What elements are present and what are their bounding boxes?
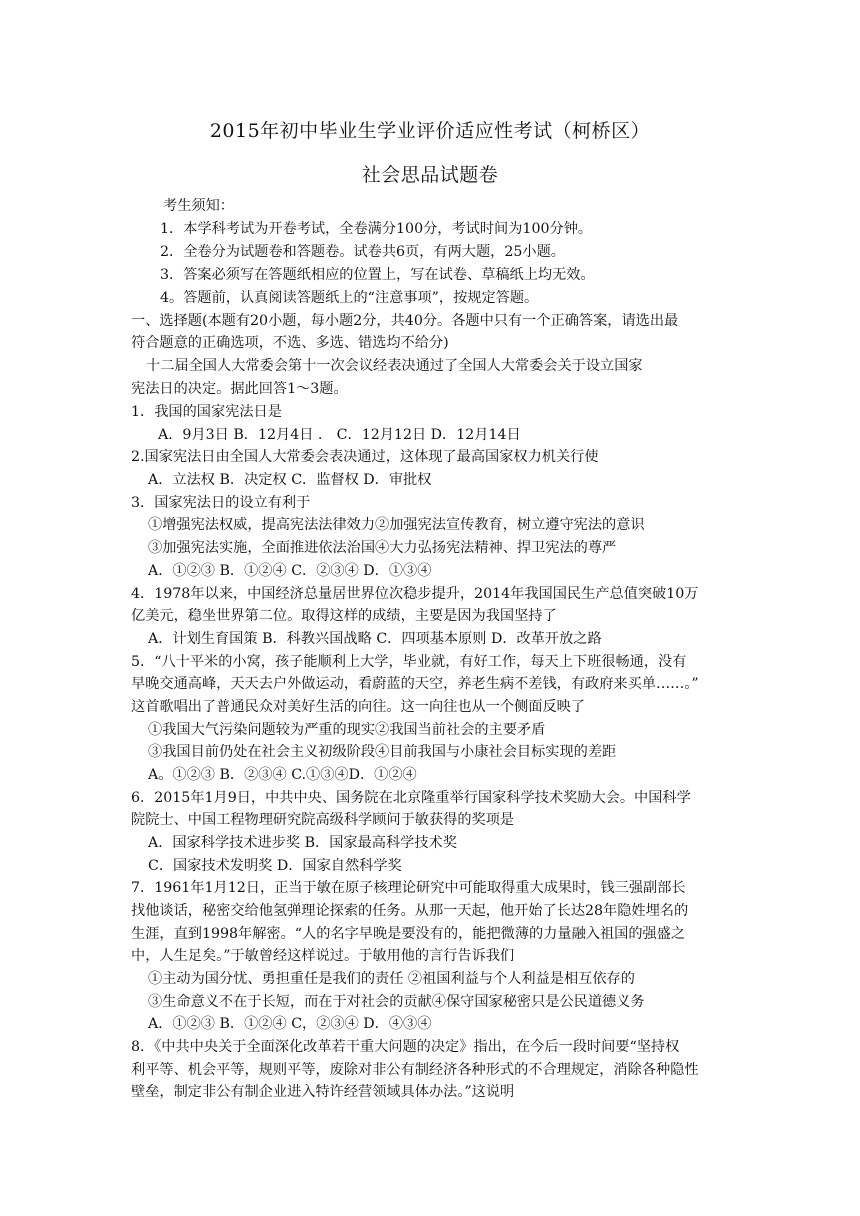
- question-stem: 早晚交通高峰，天天去户外做运动，看蔚蓝的天空，养老生病不差钱，有政府来买单……。”: [131, 676, 699, 692]
- question-options: A．①②③ B．①②④ C．②③④ D．①③④: [148, 563, 432, 579]
- question-stem: 找他谈话，秘密交给他氢弹理论探索的任务。从那一天起，他开始了长达28年隐姓埋名的: [131, 903, 689, 919]
- question-options: A。①②③ B．②③④ C.①③④D．①②④: [148, 767, 417, 783]
- question-stem: 院院士、中国工程物理研究院高级科学顾问于敏获得的奖项是: [131, 812, 515, 828]
- question-options: A．9月3日 B．12月4日 ． C．12月12日 D．12月14日: [158, 427, 521, 443]
- question-stem: 亿美元，稳坐世界第二位。取得这样的成绩，主要是因为我国坚持了: [131, 608, 557, 624]
- question-stem: 6．2015年1月9日，中共中央、国务院在北京隆重举行国家科学技术奖励大会。中国科学: [131, 790, 691, 806]
- question-options: A．①②③ B．①②④ C，②③④ D．④③④: [148, 1016, 432, 1032]
- notice-item: 3．答案必须写在答题纸相应的位置上，写在试卷、草稿纸上均无效。: [160, 267, 595, 283]
- material-text: 宪法日的决定。据此回答1～3题。: [131, 381, 348, 397]
- question-statement: ③生命意义不在于长短，而在于对社会的贡献④保守国家秘密只是公民道德义务: [148, 994, 645, 1010]
- question-options: C．国家技术发明奖 D．国家自然科学奖: [148, 858, 402, 874]
- question-stem: 这首歌唱出了普通民众对美好生活的向往。这一向往也从一个侧面反映了: [131, 699, 586, 715]
- question-stem: 1．我国的国家宪法日是: [131, 404, 282, 420]
- question-stem: 生涯，直到1998年解密。“人的名字早晚是要没有的，能把微薄的力量融入祖国的强盛之: [131, 926, 686, 942]
- question-statement: ③我国目前仍处在社会主义初级阶段④目前我国与小康社会目标实现的差距: [148, 744, 617, 760]
- question-stem: 壁垒，制定非公有制企业进入特许经营领域具体办法。”这说明: [131, 1084, 515, 1100]
- question-stem: 中，人生足矣。”于敏曾经这样说过。于敏用他的言行告诉我们: [131, 948, 515, 964]
- question-options: A．立法权 B．决定权 C．监督权 D．审批权: [148, 472, 432, 488]
- notice-heading: 考生须知：: [163, 198, 234, 214]
- question-options: A．国家科学技术进步奖 B．国家最高科学技术奖: [148, 835, 457, 851]
- notice-item: 2．全卷分为试题卷和答题卷。试卷共6页，有两大题，25小题。: [160, 244, 565, 260]
- question-stem: 2.国家宪法日由全国人大常委会表决通过，这体现了最高国家权力机关行使: [131, 449, 599, 465]
- material-text: 十二届全国人大常委会第十一次会议经表决通过了全国人大常委会关于设立国家: [146, 358, 643, 374]
- section-intro: 符合题意的正确选项，不选、多选、错选均不给分): [131, 335, 449, 351]
- question-statement: ①主动为国分忧、勇担重任是我们的责任 ②祖国利益与个人利益是相互依存的: [148, 971, 635, 987]
- question-stem: 4．1978年以来，中国经济总量居世界位次稳步提升，2014年我国国民生产总值突破10万: [131, 586, 699, 602]
- page-subtitle: 社会思品试题卷: [361, 164, 499, 186]
- question-stem: 3．国家宪法日的设立有利于: [131, 495, 311, 511]
- notice-item: 4。答题前，认真阅读答题纸上的“注意事项”，按规定答题。: [160, 290, 539, 306]
- notice-item: 1．本学科考试为开卷考试，全卷满分100分，考试时间为100分钟。: [160, 221, 593, 237]
- question-statement: ③加强宪法实施，全面推进依法治国④大力弘扬宪法精神、捍卫宪法的尊严: [148, 540, 617, 556]
- question-statement: ①我国大气污染问题较为严重的现实②我国当前社会的主要矛盾: [148, 722, 546, 738]
- question-stem: 5．“八十平米的小窝，孩子能顺利上大学，毕业就，有好工作，每天上下班很畅通，没有: [131, 654, 687, 670]
- question-options: A．计划生育国策 B．科教兴国战略 C．四项基本原则 D．改革开放之路: [148, 631, 602, 647]
- question-stem: 7．1961年1月12日，正当于敏在原子核理论研究中可能取得重大成果时，钱三强副部长: [131, 880, 686, 896]
- question-statement: ①增强宪法权威，提高宪法法律效力②加强宪法宣传教育，树立遵守宪法的意识: [148, 517, 645, 533]
- question-stem: 利平等、机会平等，规则平等，废除对非公有制经济各种形式的不合理规定，消除各种隐性: [131, 1062, 699, 1078]
- question-stem: 8．《中共中央关于全面深化改革若干重大问题的决定》指出，在今后一段时间要“坚持权: [131, 1039, 680, 1055]
- page-title: 2015年初中毕业生学业评价适应性考试（柯桥区）: [209, 120, 651, 142]
- section-intro: 一、选择题(本题有20小题，每小题2分，共40分。各题中只有一个正确答案，请选出最: [131, 313, 679, 329]
